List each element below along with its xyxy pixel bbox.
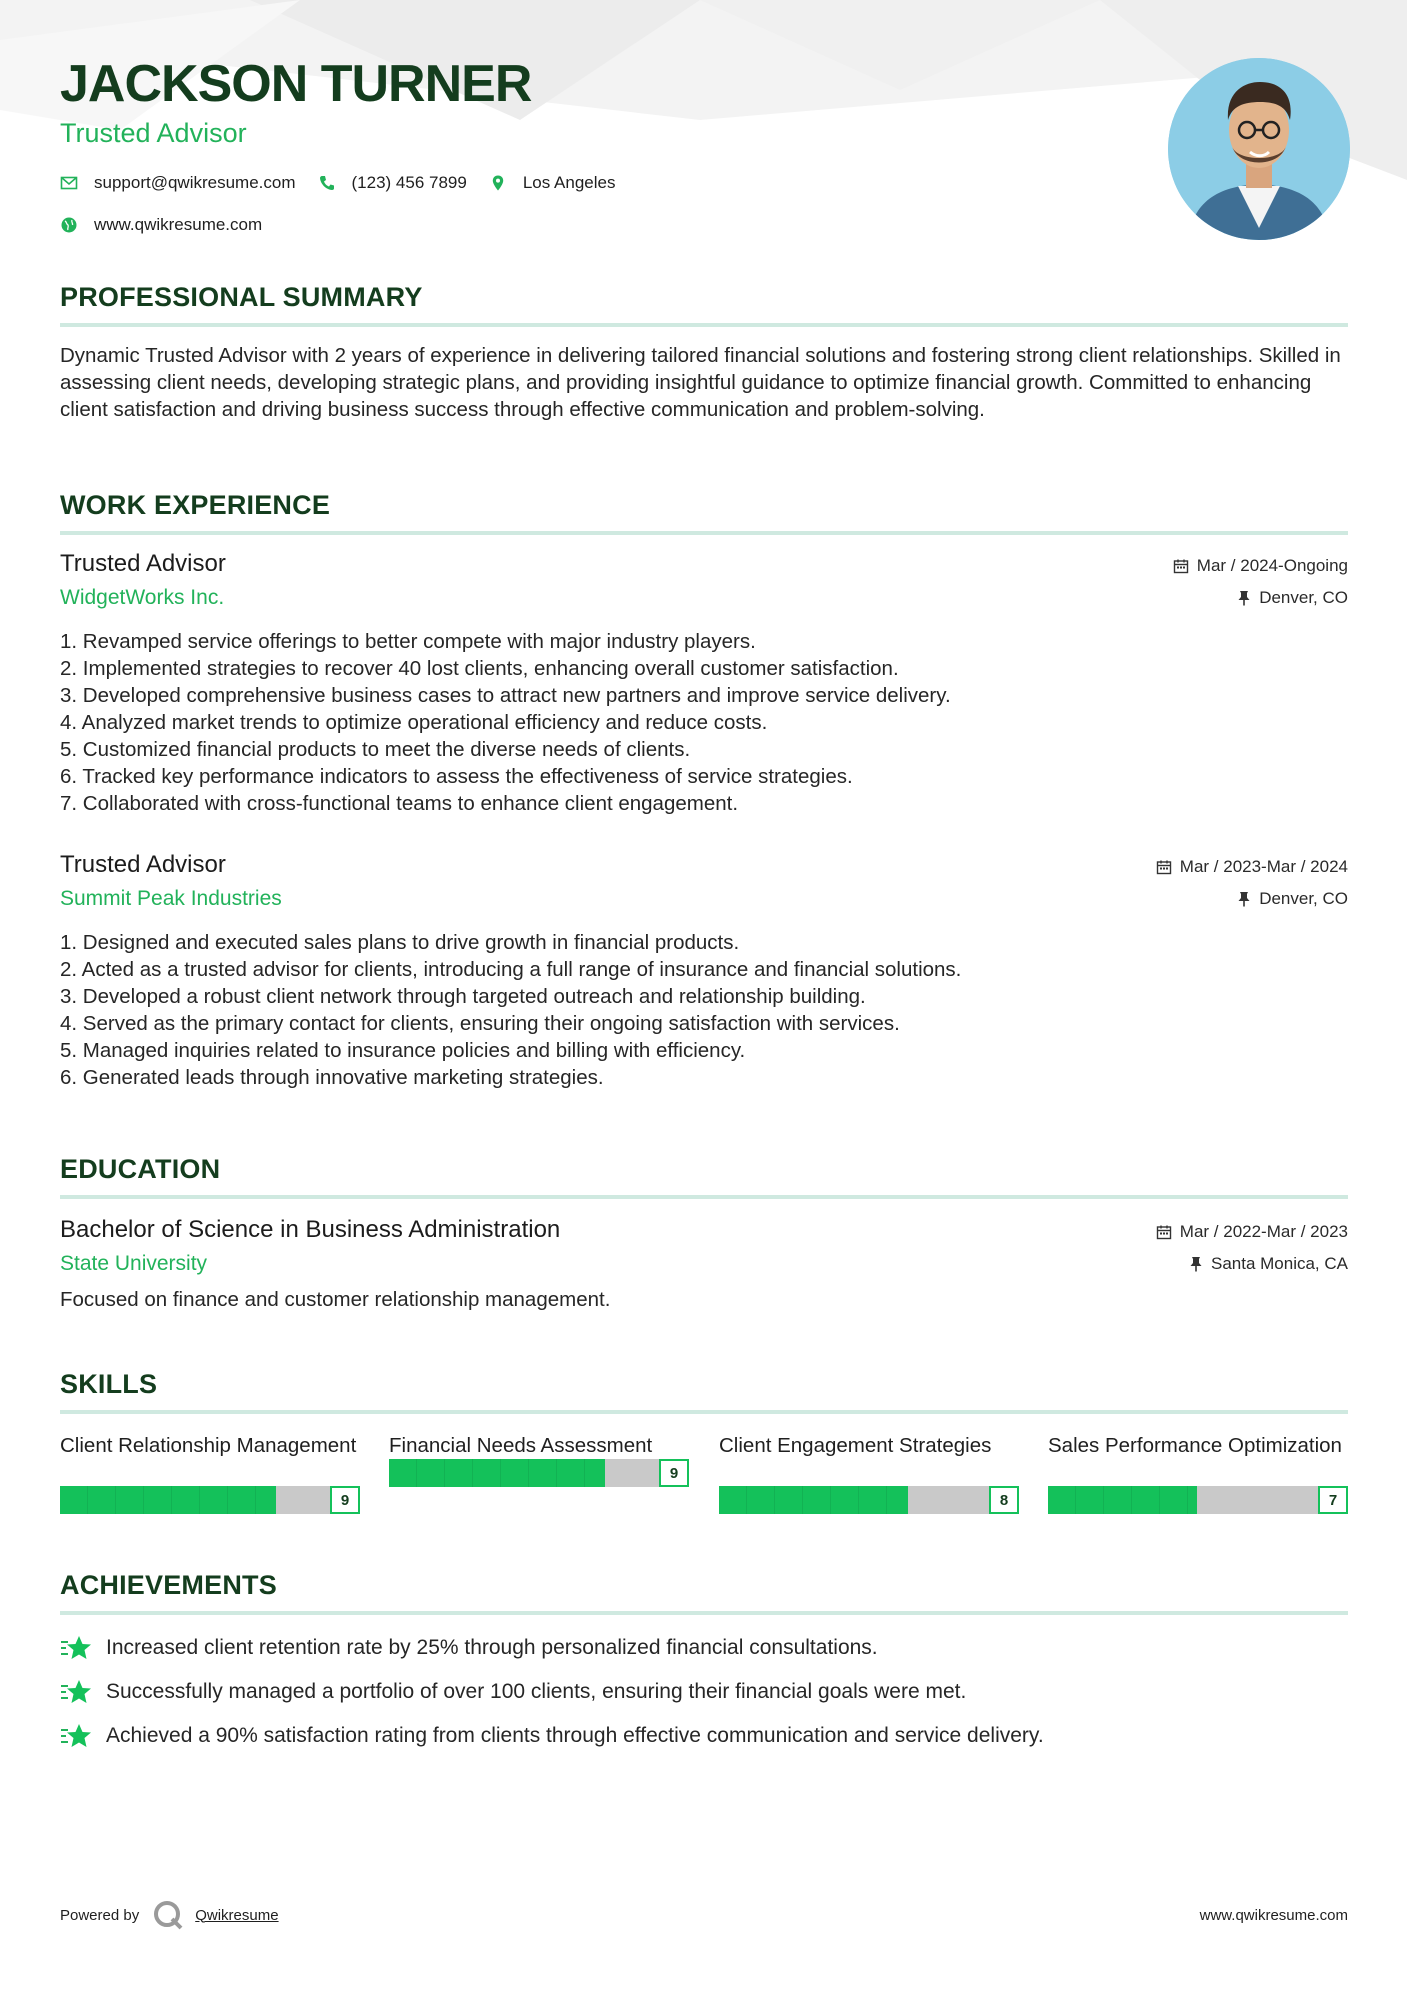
skill-bar-fill [719, 1486, 908, 1514]
education-location [1189, 1254, 1348, 1274]
qwikresume-link[interactable]: Qwikresume [195, 1906, 279, 1924]
skill-bar-fill [1048, 1486, 1197, 1514]
skill-bar-fill [389, 1459, 605, 1487]
achievement-item [60, 1634, 878, 1662]
skill-name: Client Relationship Management [60, 1434, 357, 1457]
powered-by-label: Powered by [60, 1906, 140, 1924]
section-divider [60, 531, 1348, 535]
achievement-text: Achieved a 90% satisfaction rating from clients through effective communication and service delivery. [106, 1724, 1044, 1747]
star-badge-icon [60, 1678, 92, 1706]
experience-section-header [60, 490, 1348, 535]
footer-powered-by [60, 1898, 279, 1932]
education-description: Focused on finance and customer relationship management. [60, 1288, 611, 1311]
achievement-text: Increased client retention rate by 25% through personalized financial consultations. [106, 1636, 878, 1659]
skill-bar-fill [60, 1486, 276, 1514]
map-pin-icon [489, 174, 507, 192]
list-item: 4. Analyzed market trends to optimize operational efficiency and reduce costs. [60, 711, 768, 734]
contact-location: Los Angeles [522, 173, 616, 192]
job-location [1237, 889, 1348, 909]
education-dates [1156, 1222, 1348, 1242]
contact-email[interactable]: support@qwikresume.com [94, 173, 296, 192]
job-dates-text: Mar / 2023-Mar / 2024 [1179, 857, 1348, 876]
skill-name: Sales Performance Optimization [1048, 1434, 1342, 1457]
website-row [60, 215, 284, 235]
job-dates [1156, 857, 1348, 877]
education-section-header [60, 1154, 1348, 1199]
candidate-name: JACKSON TURNER [60, 55, 532, 113]
calendar-icon [1156, 859, 1172, 875]
school-name: State University [60, 1252, 208, 1275]
job-location [1237, 588, 1348, 608]
contact-website[interactable]: www.qwikresume.com [94, 215, 263, 234]
footer-website[interactable]: www.qwikresume.com [1199, 1907, 1348, 1924]
contact-row [60, 173, 637, 193]
pushpin-icon [1237, 590, 1251, 606]
skill-score: 9 [659, 1459, 689, 1487]
list-item: 6. Tracked key performance indicators to assess the effectiveness of service strategies. [60, 765, 853, 788]
skill-score: 9 [330, 1486, 360, 1514]
degree-title: Bachelor of Science in Business Administration [60, 1216, 561, 1243]
skills-section-header [60, 1369, 1348, 1414]
list-item: 5. Customized financial products to meet the diverse needs of clients. [60, 738, 691, 761]
summary-section-header [60, 282, 1348, 327]
skill-level-bar [1048, 1486, 1348, 1514]
skill-name: Client Engagement Strategies [719, 1434, 992, 1457]
contact-phone[interactable]: (123) 456 7899 [351, 173, 467, 192]
list-item: 1. Revamped service offerings to better compete with major industry players. [60, 630, 756, 653]
section-divider [60, 1410, 1348, 1414]
achievement-item [60, 1722, 1044, 1750]
job-company: Summit Peak Industries [60, 887, 282, 910]
skills-heading: SKILLS [60, 1369, 158, 1399]
skill-item [60, 1432, 360, 1514]
job-location-text: Denver, CO [1259, 889, 1348, 908]
skill-item [719, 1432, 1019, 1514]
skill-level-bar [60, 1486, 360, 1514]
job-dates [1173, 556, 1348, 576]
list-item: 5. Managed inquiries related to insurance policies and billing with efficiency. [60, 1039, 746, 1062]
skill-score: 7 [1318, 1486, 1348, 1514]
achievement-item [60, 1678, 966, 1706]
summary-heading: PROFESSIONAL SUMMARY [60, 282, 423, 312]
education-dates-text: Mar / 2022-Mar / 2023 [1179, 1222, 1348, 1241]
list-item: 3. Developed comprehensive business cases to attract new partners and improve service delivery. [60, 684, 951, 707]
skill-level-bar [719, 1486, 1019, 1514]
star-badge-icon [60, 1634, 92, 1662]
skill-level-bar [389, 1459, 689, 1487]
education-heading: EDUCATION [60, 1154, 221, 1184]
job-title: Trusted Advisor [60, 851, 226, 878]
phone-icon [318, 174, 336, 192]
experience-heading: WORK EXPERIENCE [60, 490, 331, 520]
list-item: 2. Acted as a trusted advisor for clients, introducing a full range of insurance and financial solutions. [60, 958, 962, 981]
section-divider [60, 323, 1348, 327]
list-item: 1. Designed and executed sales plans to drive growth in financial products. [60, 931, 740, 954]
achievement-text: Successfully managed a portfolio of over 100 clients, ensuring their financial goals were met. [106, 1680, 967, 1703]
list-item: 6. Generated leads through innovative marketing strategies. [60, 1066, 604, 1089]
calendar-icon [1156, 1224, 1172, 1240]
list-item: 3. Developed a robust client network through targeted outreach and relationship building. [60, 985, 866, 1008]
job-title: Trusted Advisor [60, 550, 226, 577]
globe-icon [60, 216, 78, 234]
calendar-icon [1173, 558, 1189, 574]
profile-photo [1168, 58, 1350, 240]
pushpin-icon [1189, 1256, 1203, 1272]
skill-name: Financial Needs Assessment [389, 1434, 653, 1457]
education-location-text: Santa Monica, CA [1210, 1254, 1348, 1273]
list-item: 4. Served as the primary contact for clients, ensuring their ongoing satisfaction with services. [60, 1012, 900, 1035]
job-bullet-list [60, 929, 961, 1091]
job-dates-text: Mar / 2024-Ongoing [1196, 556, 1348, 575]
list-item: 2. Implemented strategies to recover 40 lost clients, enhancing overall customer satisfaction. [60, 657, 899, 680]
skill-item [1048, 1432, 1348, 1514]
qwikresume-logo-icon [151, 1898, 185, 1932]
star-badge-icon [60, 1722, 92, 1750]
summary-text: Dynamic Trusted Advisor with 2 years of experience in delivering tailored financial solutions and fostering strong client relationships. Skilled in assessing client needs, developing strategic plans, and providing insightful guidance to optimize financial growth. Committed to enhancing client satisfaction and driving business success through effective communication and problem-solving. [60, 344, 1341, 421]
skill-score: 8 [989, 1486, 1019, 1514]
list-item: 7. Collaborated with cross-functional teams to enhance client engagement. [60, 792, 739, 815]
skill-item [389, 1432, 689, 1487]
job-company: WidgetWorks Inc. [60, 586, 225, 609]
section-divider [60, 1195, 1348, 1199]
job-bullet-list [60, 628, 951, 817]
achievements-section-header [60, 1570, 1348, 1615]
section-divider [60, 1611, 1348, 1615]
job-location-text: Denver, CO [1259, 588, 1348, 607]
envelope-icon [60, 174, 78, 192]
candidate-title: Trusted Advisor [60, 118, 247, 148]
achievements-heading: ACHIEVEMENTS [60, 1570, 277, 1600]
pushpin-icon [1237, 891, 1251, 907]
